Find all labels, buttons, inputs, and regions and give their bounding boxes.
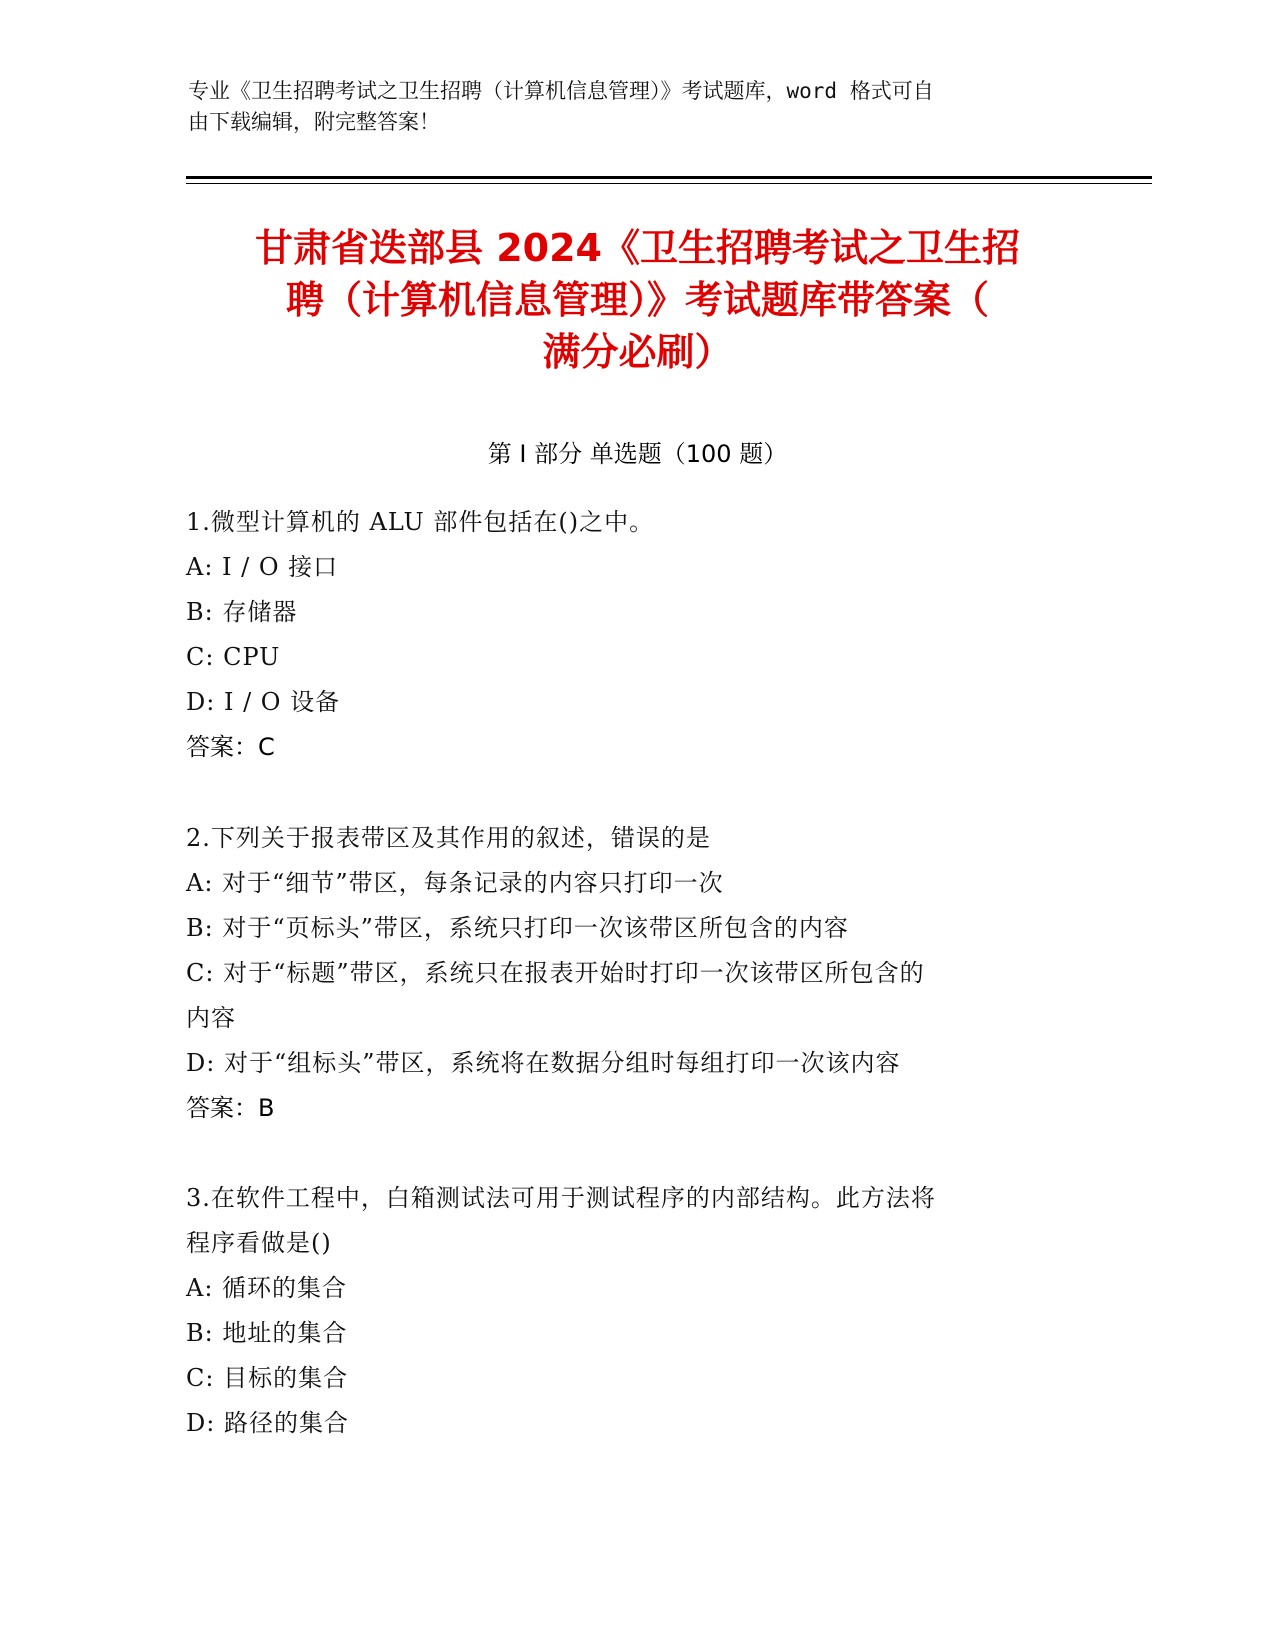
header-note-line: 由下载编辑，附完整答案！ xyxy=(188,110,440,134)
title-line: 满分必刷） xyxy=(542,330,733,374)
option-b: B: 对于“页标头”带区，系统只打印一次该带区所包含的内容 xyxy=(186,914,849,942)
option-b: B: 地址的集合 xyxy=(186,1319,348,1347)
question-stem: 3.在软件工程中，白箱测试法可用于测试程序的内部结构。此方法将 xyxy=(186,1184,936,1212)
option-c: C: CPU xyxy=(186,643,281,671)
option-d: D: I / O 设备 xyxy=(186,688,341,716)
question-1 xyxy=(186,500,1086,770)
question-3 xyxy=(186,1176,1086,1446)
answer: 答案：B xyxy=(186,1094,275,1122)
option-c: C: 目标的集合 xyxy=(186,1364,349,1392)
option-a: A: I / O 接口 xyxy=(186,553,339,581)
section-heading: 第 I 部分 单选题（100 题） xyxy=(487,440,788,468)
header-divider-thin xyxy=(186,183,1152,184)
answer: 答案：C xyxy=(186,733,275,761)
option-c: C: 对于“标题”带区，系统只在报表开始时打印一次该带区所包含的 xyxy=(186,959,925,987)
option-c-continuation: 内容 xyxy=(186,1004,236,1032)
option-d: D: 路径的集合 xyxy=(186,1409,349,1437)
header-note-line: 专业《卫生招聘考试之卫生招聘（计算机信息管理）》考试题库，word 格式可自 xyxy=(188,79,934,103)
option-b: B: 存储器 xyxy=(186,598,298,626)
title-line: 甘肃省迭部县 2024《卫生招聘考试之卫生招 xyxy=(255,226,1020,270)
question-stem-continuation: 程序看做是() xyxy=(186,1229,332,1257)
option-a: A: 对于“细节”带区，每条记录的内容只打印一次 xyxy=(186,869,724,897)
header-note xyxy=(188,76,1068,138)
title-line: 聘（计算机信息管理）》考试题库带答案（ xyxy=(285,278,989,322)
option-d: D: 对于“组标头”带区，系统将在数据分组时每组打印一次该内容 xyxy=(186,1049,901,1077)
question-stem: 1.微型计算机的 ALU 部件包括在()之中。 xyxy=(186,508,655,536)
question-stem: 2.下列关于报表带区及其作用的叙述，错误的是 xyxy=(186,824,711,852)
option-a: A: 循环的集合 xyxy=(186,1274,348,1302)
question-2 xyxy=(186,816,1086,1131)
header-divider-thick xyxy=(186,176,1152,179)
document-title xyxy=(180,222,1095,378)
